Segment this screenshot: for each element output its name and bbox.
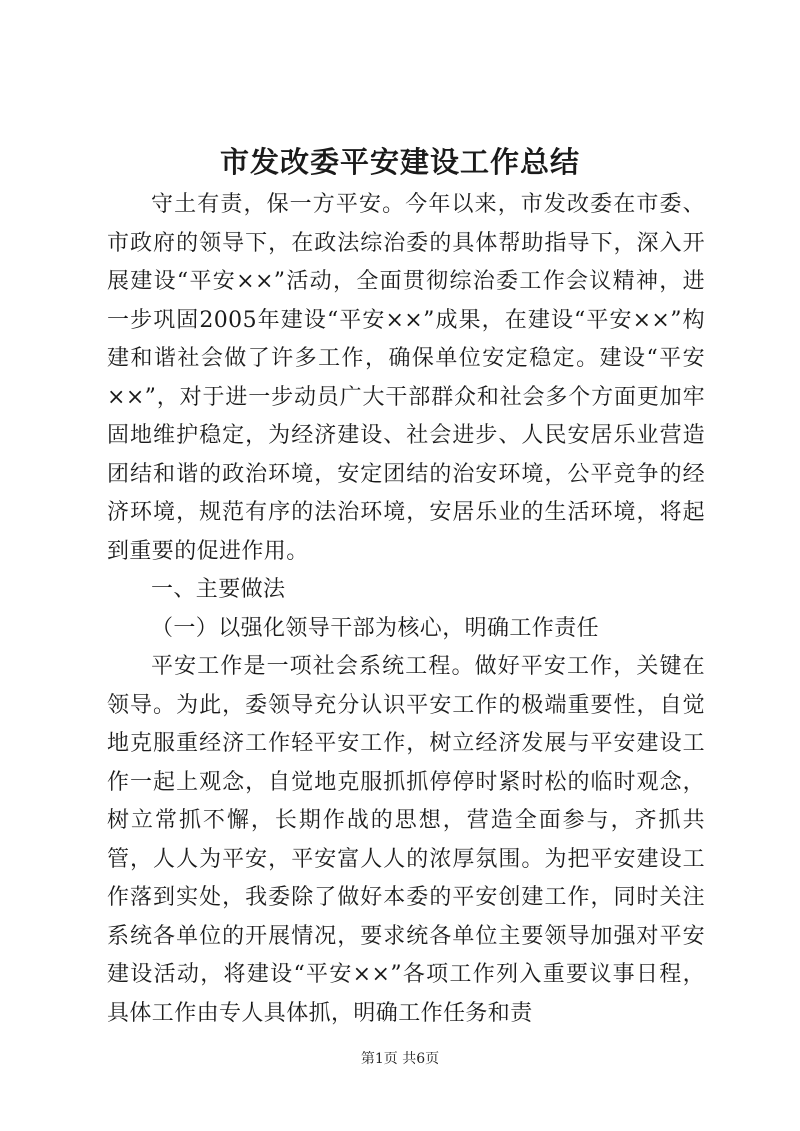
intro-paragraph: 守土有责，保一方平安。今年以来，市发改委在市委、市政府的领导下，在政法综治委的具体帮助指导下，深入开展建设“平安××”活动，全面贯彻综治委工作会议精神，进一步巩固2005年建设“平安××”成果，在建设“平安××”构建和谐社会做了许多工作，确保单位安定稳定。建设“平安××”，对于进一步动员广大干部群众和社会多个方面更加牢固地维护稳定，为经济建设、社会进步、人民安居乐业营造团结和谐的政治环境，安定团结的治安环境，公平竞争的经济环境，规范有序的法治环境，安居乐业的生活环境，将起到重要的促进作用。 xyxy=(107,192,705,564)
page-footer: 第1页 共6页 xyxy=(360,1051,440,1067)
document-title: 市发改委平安建设工作总结 xyxy=(219,145,580,179)
section-heading-main-practices: 一、主要做法 xyxy=(151,577,286,602)
subsection-heading-leadership: （一）以强化领导干部为核心，明确工作责任 xyxy=(151,615,600,641)
document-body xyxy=(107,186,705,1033)
leadership-paragraph: 平安工作是一项社会系统工程。做好平安工作，关键在领导。为此，委领导充分认识平安工作的极端重要性，自觉地克服重经济工作轻平安工作，树立经济发展与平安建设工作一起上观念，自觉地克服抓抓停停时紧时松的临时观念，树立常抓不懈，长期作战的思想，营造全面参与，齐抓共管，人人为平安，平安富人人的浓厚氛围。为把平安建设工作落到实处，我委除了做好本委的平安创建工作，同时关注系统各单位的开展情况，要求统各单位主要领导加强对平安建设活动，将建设“平安××”各项工作列入重要议事日程，具体工作由专人具体抓，明确工作任务和责 xyxy=(107,654,705,1026)
